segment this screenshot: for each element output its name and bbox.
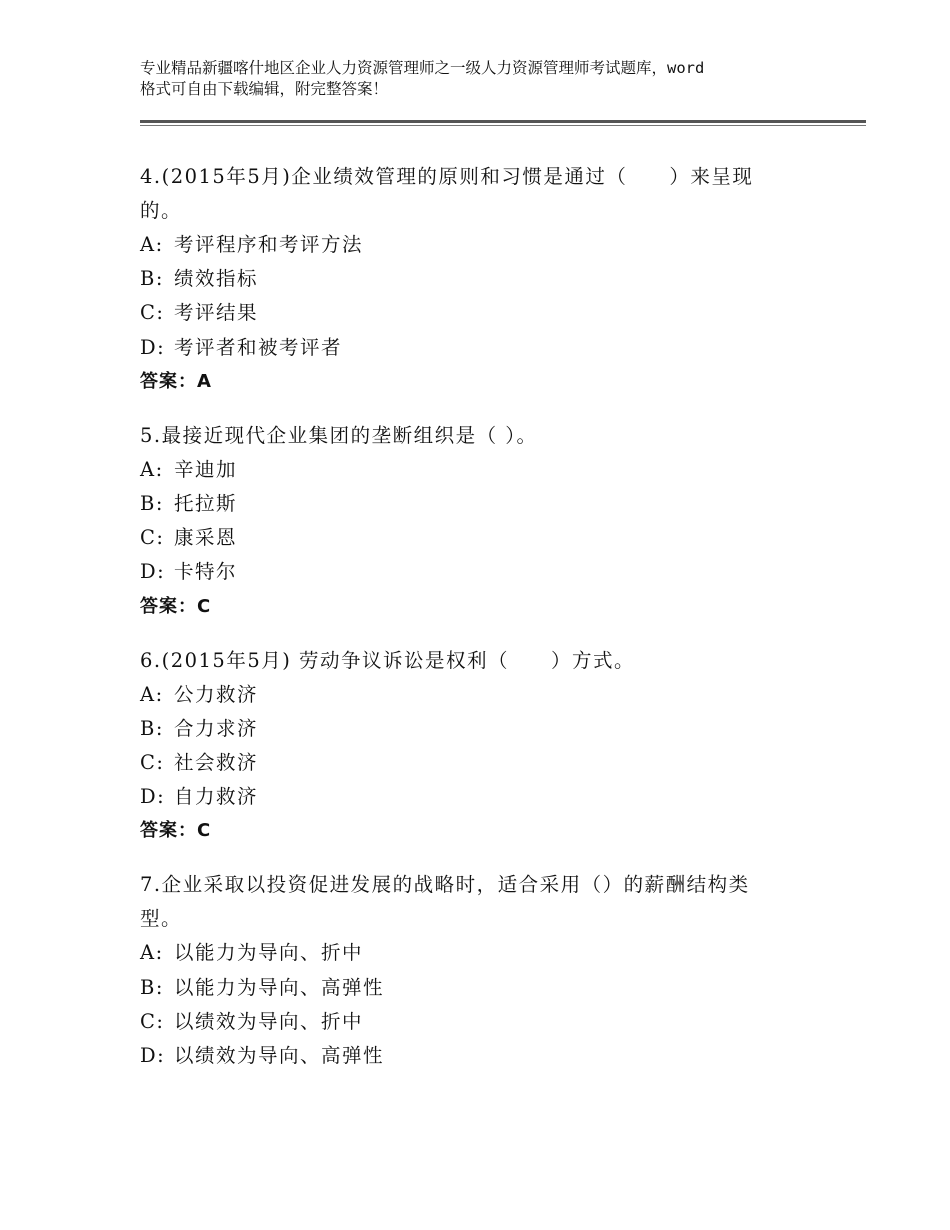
question-6 xyxy=(140,644,780,849)
answer-label: 答案：C xyxy=(140,820,212,842)
option-b xyxy=(140,971,780,1005)
header-line-2: 格式可自由下载编辑，附完整答案！ xyxy=(140,80,389,98)
option-d xyxy=(140,780,780,814)
question-text: 4.(2015年5月)企业绩效管理的原则和习惯是通过（ ）来呈现的。 xyxy=(140,165,754,222)
option-letter: B: xyxy=(140,716,164,740)
header-divider-thin xyxy=(140,125,866,126)
document-header xyxy=(140,58,830,100)
option-c xyxy=(140,1005,780,1039)
option-d xyxy=(140,1039,780,1073)
option-b xyxy=(140,262,780,296)
question-text: 7.企业采取以投资促进发展的战略时，适合采用（）的薪酬结构类型。 xyxy=(140,873,750,931)
question-text: 5.最接近现代企业集团的垄断组织是（ ）。 xyxy=(140,423,538,447)
option-letter: A: xyxy=(140,233,164,256)
option-letter: D: xyxy=(140,1044,166,1068)
option-b xyxy=(140,712,780,746)
option-a xyxy=(140,228,780,262)
option-d xyxy=(140,331,780,365)
option-c xyxy=(140,296,780,330)
option-text: 辛迪加 xyxy=(174,457,238,481)
option-c xyxy=(140,746,780,780)
option-text: 绩效指标 xyxy=(174,267,259,291)
header-divider-thick xyxy=(140,120,866,123)
option-d xyxy=(140,555,780,589)
answer-label: 答案：C xyxy=(140,595,212,617)
option-letter: B: xyxy=(140,975,164,999)
option-text: 以能力为导向、折中 xyxy=(174,941,364,965)
option-c xyxy=(140,521,780,555)
question-4 xyxy=(140,160,780,399)
option-letter: C: xyxy=(140,526,165,550)
option-letter: A: xyxy=(140,682,164,706)
option-text: 考评者和被考评者 xyxy=(174,335,343,359)
option-a xyxy=(140,936,780,970)
option-a xyxy=(140,453,780,487)
option-text: 社会救济 xyxy=(174,751,259,775)
option-text: 以绩效为导向、高弹性 xyxy=(174,1044,385,1068)
option-letter: C: xyxy=(140,1009,165,1033)
option-text: 托拉斯 xyxy=(174,492,238,516)
option-text: 考评结果 xyxy=(174,301,259,325)
option-letter: C: xyxy=(140,751,165,775)
question-text: 6.(2015年5月) 劳动争议诉讼是权利（ ）方式。 xyxy=(140,648,636,672)
option-text: 合力求济 xyxy=(174,716,259,740)
question-5 xyxy=(140,419,780,624)
question-list xyxy=(140,160,780,1093)
answer-label: 答案：A xyxy=(140,370,212,392)
option-text: 考评程序和考评方法 xyxy=(174,233,364,256)
option-letter: C: xyxy=(140,301,165,325)
option-text: 以能力为导向、高弹性 xyxy=(174,975,385,999)
option-text: 公力救济 xyxy=(174,682,259,706)
option-b xyxy=(140,487,780,521)
option-letter: B: xyxy=(140,267,164,291)
option-letter: A: xyxy=(140,941,164,965)
option-text: 自力救济 xyxy=(174,785,259,809)
option-letter: D: xyxy=(140,335,166,359)
header-line-1: 专业精品新疆喀什地区企业人力资源管理师之一级人力资源管理师考试题库，word xyxy=(140,59,705,77)
option-text: 以绩效为导向、折中 xyxy=(174,1009,364,1033)
option-letter: D: xyxy=(140,785,166,809)
option-text: 卡特尔 xyxy=(174,560,238,584)
question-7 xyxy=(140,868,780,1073)
option-letter: A: xyxy=(140,457,164,481)
option-text: 康采恩 xyxy=(174,526,238,550)
option-letter: D: xyxy=(140,560,166,584)
option-letter: B: xyxy=(140,492,164,516)
option-a xyxy=(140,678,780,712)
